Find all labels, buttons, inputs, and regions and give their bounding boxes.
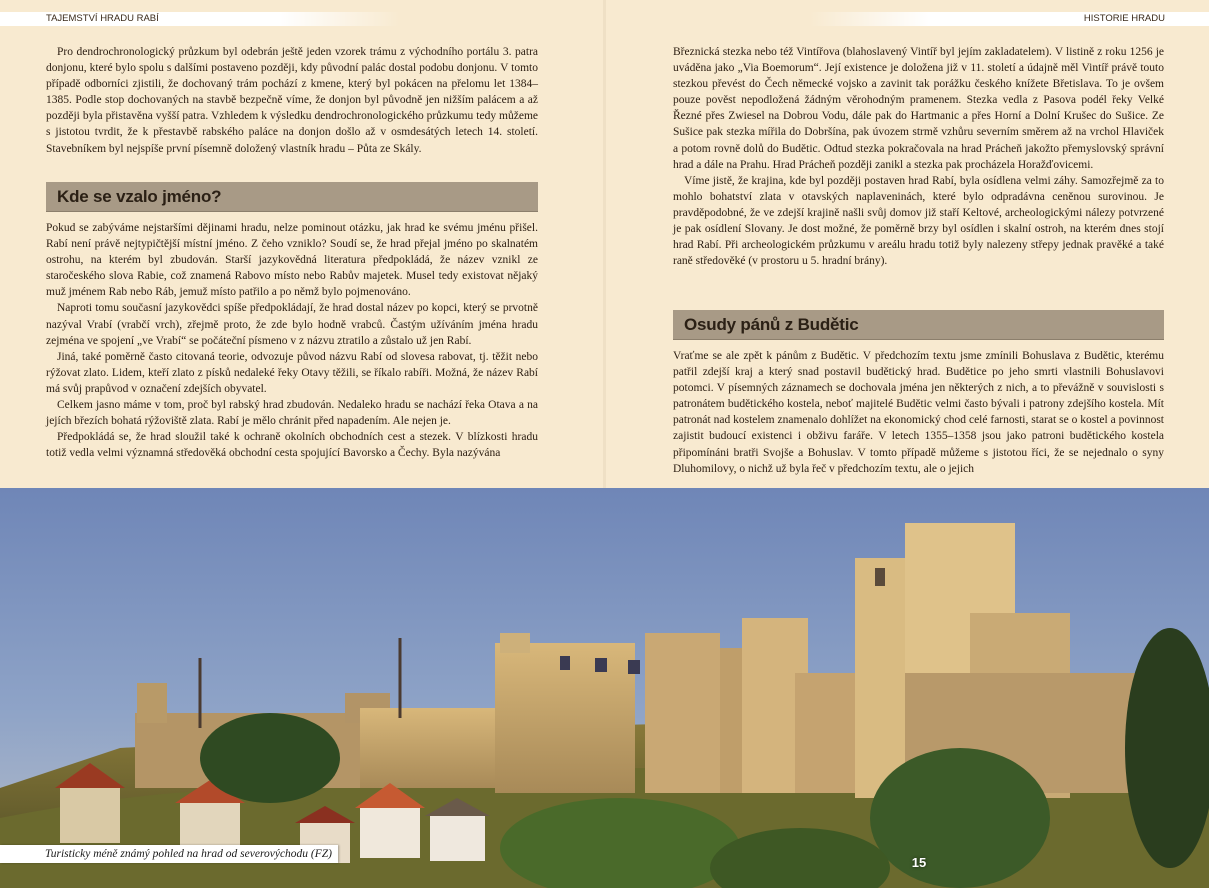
photo-caption: Turisticky méně známý pohled na hrad od severovýchodu (FZ) — [45, 848, 333, 860]
castle-photo — [0, 488, 1209, 888]
right-lower-column — [673, 348, 1164, 477]
left-text-column — [46, 220, 538, 461]
right-text-column — [673, 44, 1164, 269]
page-number: 15 — [911, 855, 927, 870]
section-heading-bar — [673, 310, 1164, 339]
photo-caption-bar — [0, 845, 338, 863]
body-paragraph: Jiná, také poměrně často citovaná teorie, odvozuje původ názvu Rabí od slovesa rabovat, tj. těžit nebo rýžovat zlato. Lidem, kteří zlato z písků nedaleké řeky Otavy těžili, se říkalo rabíři. Možná, že název Rabí má svůj prapůvod v označení zdejších obyvatel. — [46, 350, 538, 395]
page-gutter — [603, 0, 606, 488]
running-header-left: TAJEMSTVÍ HRADU RABÍ — [0, 12, 400, 26]
body-paragraph: Celkem jasno máme v tom, proč byl rabský hrad zbudován. Nedaleko hradu se nachází řeka Otava a na jejích březích bohatá rýžoviště zlata. Rabí je mělo chránit před napadením. Ale nejen je. — [46, 399, 538, 428]
body-paragraph: Březnická stezka nebo též Vintířova (blahoslavený Vintíř byl jejím zakladatelem). V listině z roku 1256 je uváděna jako „Via Boemorum“. Její existence je doložena již v 11. století a údajně měl Vintíř právě touto stezkou převést do Čech německé vojsko a zavinit tak porážku českého knížete Břetislava. To je ovšem pouze pověst nepodložená žádným věrohodným pramenem. Stezka vedla z Pasova podél řeky Velké Řezné přes Zwiesel na Dobrou Vodu, dále pak do Hartmanic a přes Horní a Dolní Krušec do Sušice. Ze Sušice pak stezka mířila do Dobršína, pak úvozem strmě vzhůru severním směrem až na vrchol Hlaviček a potom rovně dolů do Budětic. Odtud stezka pokračovala na hrad Prácheň jakožto přemyslovský správní hrad a dále na Prahu. Hrad Prácheň později zanikl a stezka pak procházela Horažďovicemi. — [673, 46, 1164, 171]
running-header-right: HISTORIE HRADU — [809, 12, 1209, 26]
body-paragraph: Víme jistě, že krajina, kde byl později postaven hrad Rabí, byla osídlena velmi záhy. Samozřejmě za to mohlo bohatství zlata v otavských naplaveninách, které bylo odpradávna ceněnou surovinou. Je pravděpodobné, že ve zdejší krajině našli svůj domov již staří Keltové, archeologickými nálezy potvrzené je pak osídlení Slovany. Je dost možné, že poměrně brzy byl osídlen i skalní ostroh, na kterém dnes stojí hrad Rabí. Při archeologickém průzkumu v areálu hradu totiž byly nalezeny střepy jednak pravěké a také raně středověké (v prostoru u 5. hradní brány). — [673, 174, 1164, 268]
section-heading-bar — [46, 182, 538, 211]
body-paragraph: Předpokládá se, že hrad sloužil také k ochraně okolních obchodních cest a stezek. V blízkosti hradu totiž vedla velmi významná středověká obchodní cesta spojující Bavorsko a Čechy. Byla nazývána — [46, 431, 538, 460]
body-paragraph: Naproti tomu současní jazykovědci spíše předpokládají, že hrad dostal název po kopci, který se prvotně nazýval Vrabí (vrabčí vrch), zřejmě proto, že zde bylo hodně vrabců. Častým užíváním jména hradu zejména ve spojení „ve Vrabí“ se počáteční písmeno v z názvu ztratilo a zůstalo už jen Rabí. — [46, 302, 538, 347]
body-paragraph: Pokud se zabýváme nejstaršími dějinami hradu, nelze pominout otázku, jak hrad ke svému jménu přišel. Rabí není právě nejtypičtější místní jméno. Z čeho vzniklo? Soudí se, že hrad přejal jméno po skalnatém ostrohu, na kterém byl zbudován. Starší jazykovědná literatura předpokládá, že název vznikl ze staročeského slova Rabie, což znamená Rabovo místo nebo Rabův majetek. Musel tedy existovat nějaký muž jménem Rab nebo Ráb, jemuž místo patřilo a po němž bylo pojmenováno. — [46, 222, 538, 299]
section-heading-budetice: Osudy pánů z Budětic — [684, 315, 859, 334]
intro-paragraph: Pro dendrochronologický průzkum byl odebrán ještě jeden vzorek trámu z východního portálu 3. patra donjonu, které bylo spolu s dalšími postaveno později, kdy původní palác dostal podobu donjonu. V tomto případě odborníci zjistili, že dochovaný trám pochází z kmene, který byl pokácen na přelomu let 1384–1385. Podle stop dochovaných na stavbě bezpečně víme, že donjon byl původně jen nižším palácem a až později byla přistavěna vyšší patra. Vzhledem k výsledku dendrochronologického průzkumu tedy můžeme s jistotou tvrdit, že k přestavbě rabského paláce na donjon došlo až v osmdesátých letech 14. století. Stavebníkem byl nejspíše první písemně doložený vlastník hradu – Půta ze Skály. — [46, 46, 538, 155]
section-heading-name-origin: Kde se vzalo jméno? — [57, 187, 222, 206]
left-intro-column — [46, 44, 538, 157]
body-paragraph: Vraťme se ale zpět k pánům z Budětic. V předchozím textu jsme zmínili Bohuslava z Budětic, kterému patřil zdejší kraj a který snad postavil budětický hrad. Budětice po jeho smrti vlastnili Bohuslavovi potomci. V písemných záznamech se dochovala jména jen některých z nich, a to převážně v souvislosti s patronátem budětického kostela, neboť majitelé Budětic velmi často bývali i patrony zdejšího kostela. Mít patronát nad kostelem znamenalo dohlížet na ekonomický chod celé farnosti, starat se o kostel a povinnost zajistit budoucí existenci i obživu faráře. V letech 1355–1358 jsou jako patroni budětického kostela připomínáni bratři Svojše a Bohuslav. V tomto případě můžeme s jistotou říci, že se nejednalo o syny Dluhomilovy, o nichž už byla řeč v předchozím textu, ale o jejich — [673, 350, 1164, 475]
